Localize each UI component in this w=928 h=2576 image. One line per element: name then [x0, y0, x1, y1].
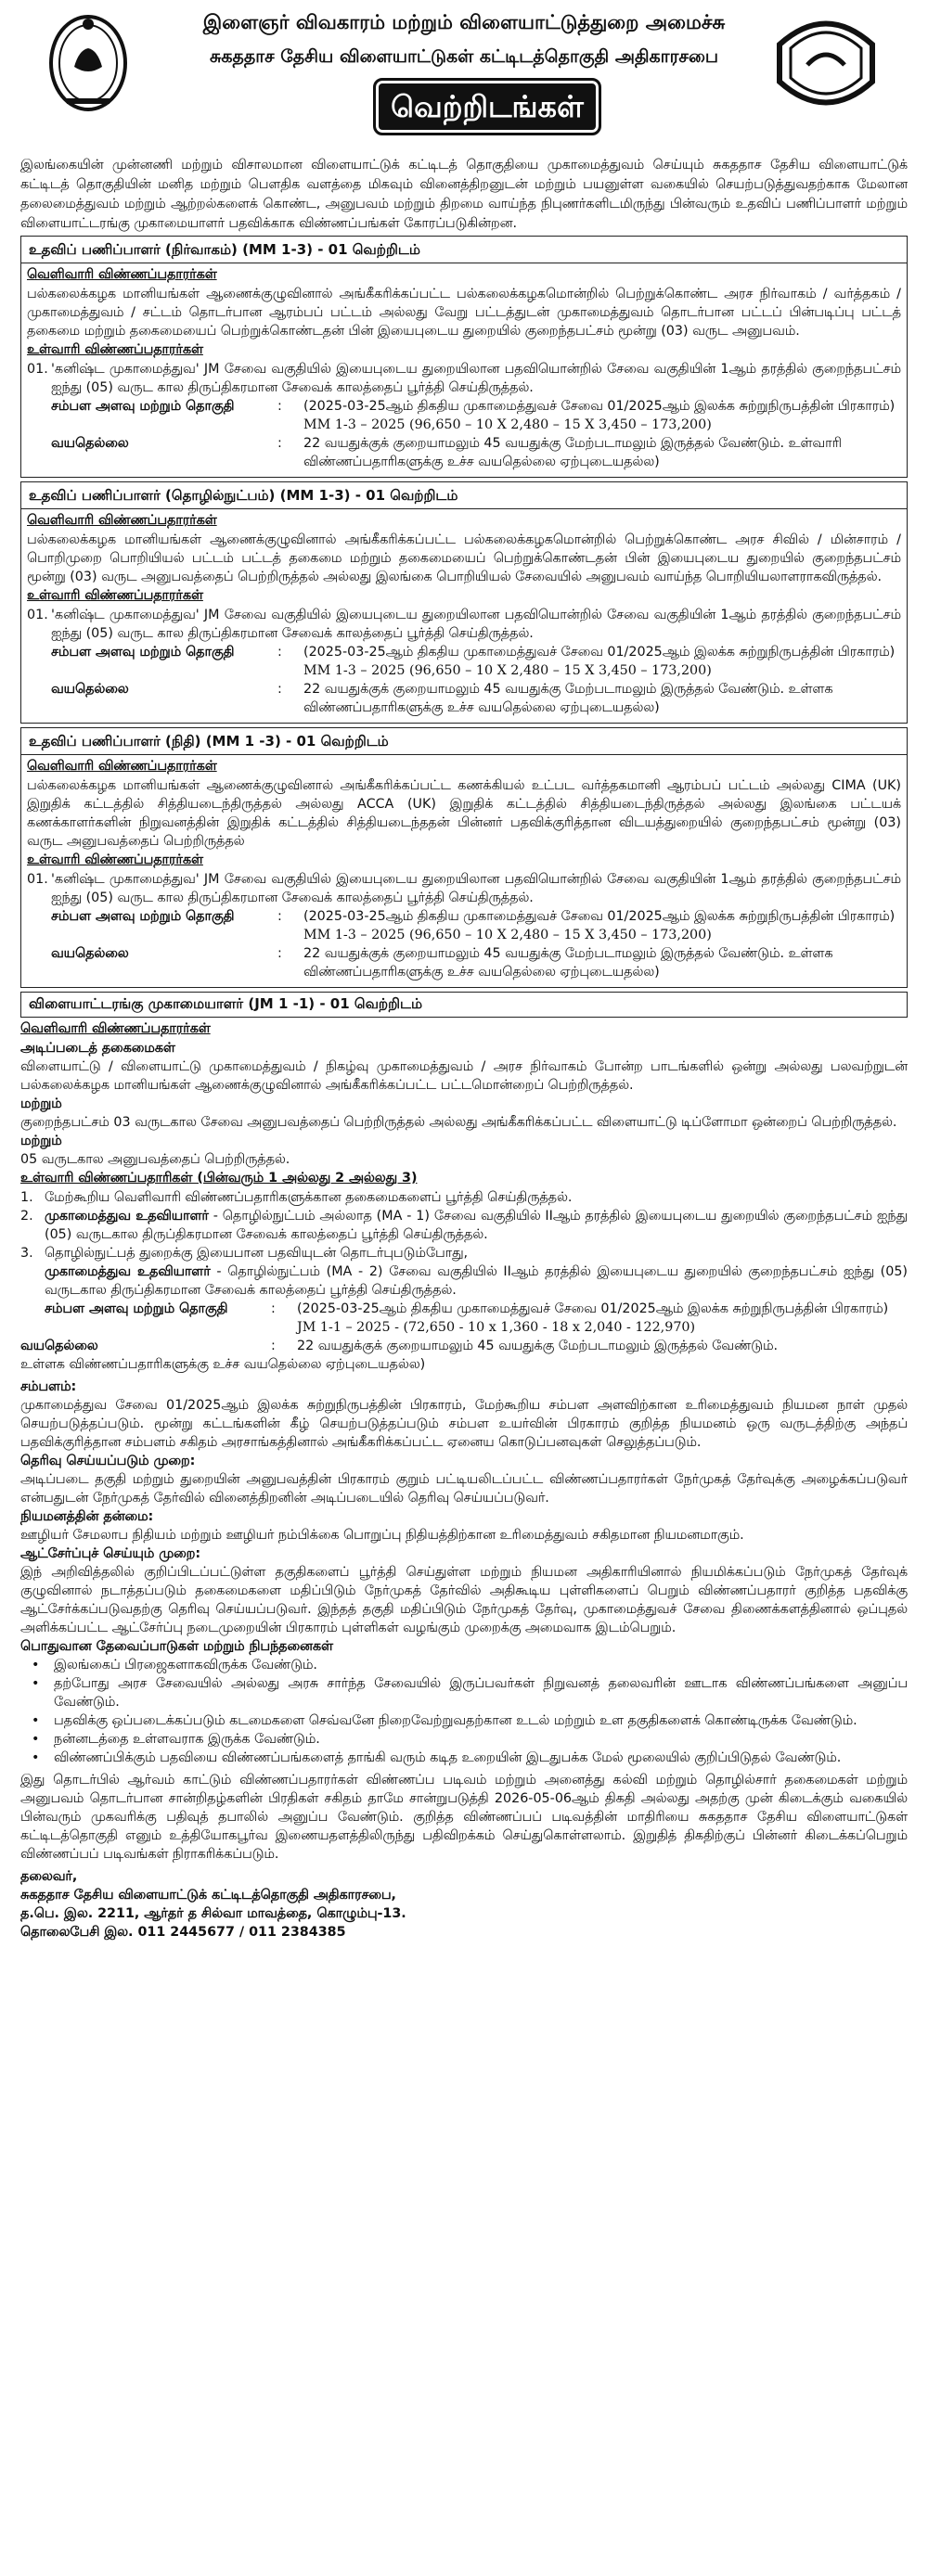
internal-heading: உள்வாரி விண்ணப்பதாரர்கள்	[27, 852, 203, 867]
selection-heading: தெரிவு செய்யப்படும் முறை:	[20, 1454, 196, 1468]
requirement-text: பதவிக்கு ஒப்படைக்கப்படும் கடமைகளை செவ்வனே நிறைவேற்றுவதற்கான உடல் மற்றும் உள தகுதிகளைக் கொண்டிருக்க வேண்டும்.	[54, 1713, 857, 1728]
age-label: வயதெல்லை	[51, 436, 129, 451]
recruitment-text: இந் அறிவித்தலில் குறிப்பிடப்பட்டுள்ள தகுதிகளைப் பூர்த்தி செய்துள்ள மற்றும் நியமன அதிகாரியினால் நியமிக்கப்படும் நேர்முகத் தேர்வுக் குழுவினால் நடாத்தப்படும் தகைமைகளை மதிப்பிடும் நேர்முகத் தேர்வில் அதிகூடிய புள்ளிகளைப் பெறும் விண்ணப்பதாரர் குறித்த பதவிக்கு ஆட்சேர்க்கப்படுவதற்கு தெரிவு செய்யப்படுவர். இந்தத் தகுதி மதிப்பிடும் நேர்முகத் தேர்வு, முகாமைத்துவச் சேவை திணைக்களத்தினால் ஒப்புதல் அளிக்கப்பட்ட ஆட்சேர்ப்பு நடைமுறையின் பிரகாரம் புள்ளிகள் வழங்கும் முறைக்கு அமைவாக இடம்பெறும்.	[20, 1565, 908, 1635]
recruitment-heading: ஆட்சேர்ப்புச் செய்யும் முறை:	[20, 1546, 201, 1561]
appointment-text: ஊழியர் சேமலாப நிதியம் மற்றும் ஊழியர் நம்பிக்கை பொறுப்பு நிதியத்திற்கான உரிமைத்துவம் சகிதமான நியமனமாகும்.	[20, 1528, 744, 1543]
item-text: 'கனிஷ்ட முகாமைத்துவ' JM சேவை வகுதியில் இயைபுடைய துறையிலான பதவியொன்றில் சேவை வகுதியின் 1ஆம் தரத்தில் குறைந்தபட்சம் ஐந்து (05) வருட கால திருப்திகரமான சேவைக் காலத்தைப் பூர்த்தி செய்திருத்தல்.	[51, 872, 901, 905]
section-title: உதவிப் பணிப்பாளர் (நிர்வாகம்) (MM 1-3) - 01 வெற்றிடம்	[21, 238, 907, 263]
age-row: வயதெல்லை : 22 வயதுக்குக் குறையாமலும் 45 வயதுக்கு மேற்படாமலும் இருத்தல் வேண்டும். உள்ளக விண்ணப்பதாரிகளுக்கு உச்ச வயதெல்லை ஏற்புடையதல்ல)	[51, 944, 901, 981]
external-heading: வெளிவாரி விண்ணப்பதாரர்கள்	[20, 1021, 211, 1036]
appointment-heading: நியமனத்தின் தன்மை:	[20, 1509, 154, 1524]
authority-logo-icon	[770, 7, 882, 119]
salary-scale: JM 1-1 – 2025 - (72,650 - 10 x 1,360 - 18 x 2,040 - 122,970)	[297, 1320, 696, 1335]
item-text	[45, 1262, 908, 1300]
sri-lanka-emblem-icon	[46, 9, 130, 113]
authority-name: சுகததாச தேசிய விளையாட்டுகள் கட்டிடத்தொகுதி அதிகாரசபை	[209, 46, 719, 67]
external-heading: வெளிவாரி விண்ணப்பதாரர்கள்	[27, 759, 217, 774]
header	[20, 0, 908, 156]
item-body: - தொழில்நுட்பம் அல்லாத (MA - 1) சேவை வகுதியில் IIஆம் தரத்தில் இயைபுடைய துறையில் குறைந்தபட்சம் ஐந்து (05) வருடகால திருப்திகரமான சேவைக் காலத்தைப் பூர்த்தி செய்திருத்தல்.	[45, 1209, 908, 1242]
item-lead: முகாமைத்துவ உதவியாளர்	[45, 1209, 209, 1224]
section-admin	[20, 236, 908, 478]
and-label: மற்றும்	[20, 1096, 62, 1111]
salary-row: சம்பள அளவு மற்றும் தொகுதி : (2025-03-25ஆம் திகதிய முகாமைத்துவச் சேவை 01/2025ஆம் இலக்க சுற்றுநிருபத்தின் பிரகாரம்)	[51, 397, 901, 416]
bullet-icon: •	[32, 1658, 40, 1672]
age-row: வயதெல்லை : 22 வயதுக்குக் குறையாமலும் 45 வயதுக்கு மேற்படாமலும் இருத்தல் வேண்டும். உள்ளக விண்ணப்பதாரிகளுக்கு உச்ச வயதெல்லை ஏற்புடையதல்ல)	[51, 680, 901, 717]
internal-heading: உள்வாரி விண்ணப்பதாரிகள் (பின்வரும் 1 அல்லது 2 அல்லது 3)	[20, 1171, 418, 1185]
section-title: உதவிப் பணிப்பாளர் (தொழில்நுட்பம்) (MM 1-3) - 01 வெற்றிடம்	[21, 484, 907, 509]
contact-address	[20, 1867, 908, 1942]
age-row: வயதெல்லை : 22 வயதுக்குக் குறையாமலும் 45 வயதுக்கு மேற்படாமலும் இருத்தல் வேண்டும்.	[20, 1337, 908, 1355]
section-title: விளையாட்டரங்கு முகாமையாளர் (JM 1 -1) - 01 வெற்றிடம்	[20, 992, 908, 1018]
item-number: 01.	[27, 608, 48, 622]
bullet-icon: •	[32, 1713, 40, 1728]
salary-scale-row	[51, 926, 901, 944]
salary-label: சம்பள அளவு மற்றும் தொகுதி	[51, 399, 235, 414]
requirement-item	[32, 1749, 908, 1767]
salary-note: (2025-03-25ஆம் திகதிய முகாமைத்துவச் சேவை 01/2025ஆம் இலக்க சுற்றுநிருபத்தின் பிரகாரம்)	[303, 909, 896, 924]
bullet-icon: •	[32, 1676, 40, 1691]
basic-qualifications-heading: அடிப்படைத் தகைமைகள்	[20, 1041, 175, 1056]
requirement-item	[32, 1711, 908, 1730]
bullet-icon: •	[32, 1750, 40, 1765]
salary-row: சம்பள அளவு மற்றும் தொகுதி : (2025-03-25ஆம் திகதிய முகாமைத்துவச் சேவை 01/2025ஆம் இலக்க சுற்றுநிருபத்தின் பிரகாரம்)	[51, 643, 901, 661]
closing-paragraph: இது தொடர்பில் ஆர்வம் காட்டும் விண்ணப்பதாரர்கள் விண்ணப்ப படிவம் மற்றும் அனைத்து கல்வி மற்றும் தொழில்சார் தகைமைகள் மற்றும் அனுபவம் தொடர்பான சான்றிதழ்களின் பிரதிகள் சகிதம் தாமே சான்றுபடுத்தி 2026-05-06ஆம் திகதி அல்லது அதற்கு முன் கிடைக்கும் வகையில் பின்வரும் முகவரிக்கு பதிவுத் தபாலில் அனுப்ப வேண்டும். குறித்த விண்ணப்பப் படிவத்தின் மாதிரியை சுகததாச தேசிய விளையாட்டுகள் கட்டிடத்தொகுதி எனும் உத்தியோகபூர்வ இணையதளத்திலிருந்து பதிவிறக்கம் செய்துகொள்ளலாம். இறுதித் திகதிற்குப் பின்னர் கிடைக்கப்பெறும் விண்ணப்பப் படிவங்கள் நிராகரிக்கப்படும்.	[20, 1773, 908, 1862]
bullet-icon: •	[32, 1732, 40, 1747]
salary-label: சம்பள அளவு மற்றும் தொகுதி	[45, 1301, 228, 1316]
basic-qualifications-text: விளையாட்டு / விளையாட்டு முகாமைத்துவம் / நிகழ்வு முகாமைத்துவம் / அரச நிர்வாகம் போன்ற பாடங்களில் ஒன்று அல்லது பலவற்றுடன் பல்கலைக்கழக மானியங்கள் ஆணைக்குழுவினால் அங்கீகரிக்கப்பட்ட பட்டமொன்றைப் பெற்றிருத்தல்.	[20, 1059, 908, 1093]
external-heading: வெளிவாரி விண்ணப்பதாரர்கள்	[27, 513, 217, 528]
intro-paragraph: இலங்கையின் முன்னணி மற்றும் விசாலமான விளையாட்டுக் கட்டிடத் தொகுதியை முகாமைத்துவம் செய்யும் சுகததாச தேசிய விளையாட்டுக் கட்டிடத் தொகுதியின் மனித மற்றும் பௌதிக வளத்தை மிகவும் வினைத்திறனுடன் மற்றும் பயனுள்ள வகையில் செயற்படுத்துவதற்காக மேலான தலைமைத்துவம் மற்றும் ஆற்றல்களைக் கொண்ட, அனுபவம் மற்றும் திறமை வாய்ந்த நிபுணர்களிடமிருந்து பின்வரும் உதவிப் பணிப்பாளர் மற்றும் விளையாட்டரங்கு முகாமையாளர் பதவிக்காக விண்ணப்பங்கள் கோரப்படுகின்றன.	[20, 158, 908, 231]
item-text: மேற்கூறிய வெளிவாரி விண்ணப்பதாரிகளுக்கான தகைமைகளைப் பூர்த்தி செய்திருத்தல்.	[45, 1190, 573, 1205]
age-label: வயதெல்லை	[51, 682, 129, 697]
requirement-item	[32, 1730, 908, 1749]
salary-scale-row	[45, 1318, 908, 1337]
age-text: 22 வயதுக்குக் குறையாமலும் 45 வயதுக்கு மேற்படாமலும் இருத்தல் வேண்டும். உள்ளக விண்ணப்பதாரிகளுக்கு உச்ச வயதெல்லை ஏற்புடையதல்ல)	[303, 946, 833, 980]
salary-label: சம்பள அளவு மற்றும் தொகுதி	[51, 645, 235, 660]
requirement-item	[32, 1656, 908, 1674]
external-text: பல்கலைக்கழக மானியங்கள் ஆணைக்குழுவினால் அங்கீகரிக்கப்பட்ட கணக்கியல் உட்பட வர்த்தகமானி ஆரம்பப் பட்டம் அல்லது CIMA (UK) இறுதிக் கட்டத்தில் சித்தியடைந்திருத்தல் அல்லது ACCA (UK) இறுதிக் கட்டத்தில் சித்தியடைந்திருத்தல் அல்லது இலங்கை பட்டயக் கணக்காளர்களின் நிறுவனத்தின் இறுதிக் கட்டத்தில் சித்தியடைந்ததன் பின்னர் பதவிக்குரித்தான விடயத்துறையில் குறைந்தபட்சம் மூன்று (03) வருட அனுபவத்தைப் பெற்றிருத்தல்	[27, 778, 901, 849]
salary-note: (2025-03-25ஆம் திகதிய முகாமைத்துவச் சேவை 01/2025ஆம் இலக்க சுற்றுநிருபத்தின் பிரகாரம்)	[303, 645, 896, 660]
address-line: த.பெ. இல. 2211, ஆர்தர் த சில்வா மாவத்தை, கொழும்பு-13.	[20, 1906, 406, 1921]
requirement-item	[32, 1674, 908, 1711]
requirement-text: விண்ணப்பிக்கும் பதவியை விண்ணப்பங்களைத் தாங்கி வரும் கடித உறையின் இடதுபக்க மேல் மூலையில் குறிப்பிடுதல் வேண்டும்.	[54, 1750, 842, 1765]
age-text: 22 வயதுக்குக் குறையாமலும் 45 வயதுக்கு மேற்படாமலும் இருத்தல் வேண்டும். உள்ளக விண்ணப்பதாரிகளுக்கு உச்ச வயதெல்லை ஏற்புடையதல்ல)	[303, 682, 833, 715]
item-number: 2.	[20, 1209, 33, 1224]
salary-heading: சம்பளம்:	[20, 1379, 77, 1394]
age-text: 22 வயதுக்குக் குறையாமலும் 45 வயதுக்கு மேற்படாமலும் இருத்தல் வேண்டும். உள்வாரி விண்ணப்பதாரிகளுக்கு உச்ச வயதெல்லை ஏற்புடையதல்ல)	[303, 436, 842, 469]
salary-row: சம்பள அளவு மற்றும் தொகுதி : (2025-03-25ஆம் திகதிய முகாமைத்துவச் சேவை 01/2025ஆம் இலக்க சுற்றுநிருபத்தின் பிரகாரம்)	[45, 1300, 908, 1318]
external-text: பல்கலைக்கழக மானியங்கள் ஆணைக்குழுவினால் அங்கீகரிக்கப்பட்ட பல்கலைக்கழகமொன்றில் பெற்றுக்கொண்ட அரச சிவில் / மின்சாரம் / பொறிமுறை பொறியியல் பட்டம் பட்டத் தகைமை மற்றும் தகைமையைப் பெற்றுக்கொண்டதன் பின் இயைபுடைய துறையில் குறைந்தபட்சம் மூன்று (03) வருட அனுபவத்தைப் பெற்றிருத்தல் அல்லது இலங்கை பொறியியல் சேவையில் அனுபவம் வாய்ந்த பொறியியலாளராகவிருத்தல்.	[27, 532, 901, 584]
item-text: 'கனிஷ்ட முகாமைத்துவ' JM சேவை வகுதியில் இயைபுடைய துறையிலான பதவியொன்றில் சேவை வகுதியின் 1ஆம் தரத்தில் குறைந்தபட்சம் ஐந்து (05) வருட கால திருப்திகரமான சேவைக் காலத்தைப் பூர்த்தி செய்திருத்தல்.	[51, 608, 901, 641]
general-requirements-heading: பொதுவான தேவைப்பாடுகள் மற்றும் நிபந்தனைகள்	[20, 1639, 333, 1654]
internal-item-sub	[20, 1262, 908, 1300]
age-text-2: உள்ளக விண்ணப்பதாரிகளுக்கு உச்ச வயதெல்லை ஏற்புடையதல்ல)	[20, 1357, 426, 1372]
section-title: உதவிப் பணிப்பாளர் (நிதி) (MM 1 -3) - 01 வெற்றிடம்	[21, 730, 907, 755]
and-label: மற்றும்	[20, 1134, 62, 1148]
salary-label: சம்பள அளவு மற்றும் தொகுதி	[51, 909, 235, 924]
and-text: 05 வருடகால அனுபவத்தைப் பெற்றிருத்தல்.	[20, 1152, 290, 1167]
address-line: தலைவர்,	[20, 1869, 78, 1884]
age-label: வயதெல்லை	[51, 946, 129, 961]
item-number: 01.	[27, 362, 48, 377]
internal-item	[27, 606, 901, 643]
item-text	[45, 1207, 908, 1244]
age-text: 22 வயதுக்குக் குறையாமலும் 45 வயதுக்கு மேற்படாமலும் இருத்தல் வேண்டும்.	[297, 1339, 778, 1353]
internal-item	[27, 870, 901, 907]
item-lead: முகாமைத்துவ உதவியாளர்	[45, 1264, 211, 1279]
ministry-name: இளைஞர் விவகாரம் மற்றும் விளையாட்டுத்துறை அமைச்சு	[202, 11, 726, 33]
section-finance	[20, 727, 908, 988]
age-row: வயதெல்லை : 22 வயதுக்குக் குறையாமலும் 45 வயதுக்கு மேற்படாமலும் இருத்தல் வேண்டும். உள்வாரி விண்ணப்பதாரிகளுக்கு உச்ச வயதெல்லை ஏற்புடையதல்ல)	[51, 434, 901, 471]
salary-note: (2025-03-25ஆம் திகதிய முகாமைத்துவச் சேவை 01/2025ஆம் இலக்க சுற்றுநிருபத்தின் பிரகாரம்)	[297, 1301, 889, 1316]
salary-note: (2025-03-25ஆம் திகதிய முகாமைத்துவச் சேவை 01/2025ஆம் இலக்க சுற்றுநிருபத்தின் பிரகாரம்)	[303, 399, 896, 414]
item-number: 3.	[20, 1246, 33, 1261]
and-text: குறைந்தபட்சம் 03 வருடகால சேவை அனுபவத்தைப் பெற்றிருத்தல் அல்லது அங்கீகரிக்கப்பட்ட விளையாட்டு டிப்ளோமா ஒன்றைப் பெற்றிருத்தல்.	[20, 1115, 897, 1130]
item-number: 01.	[27, 872, 48, 887]
internal-item	[20, 1244, 908, 1262]
internal-item	[20, 1188, 908, 1207]
section-technical	[20, 481, 908, 724]
section-stadium-manager	[20, 992, 908, 1374]
salary-row: சம்பள அளவு மற்றும் தொகுதி : (2025-03-25ஆம் திகதிய முகாமைத்துவச் சேவை 01/2025ஆம் இலக்க சுற்றுநிருபத்தின் பிரகாரம்)	[51, 907, 901, 926]
requirement-text: நன்னடத்தை உள்ளவராக இருக்க வேண்டும்.	[54, 1732, 320, 1747]
vacancies-banner: வெற்றிடங்கள்	[373, 78, 601, 135]
selection-text: அடிப்படை தகுதி மற்றும் துறையின் அனுபவத்தின் பிரகாரம் குறும் பட்டியலிடப்பட்ட விண்ணப்பதாரர்கள் நேர்முகத் தேர்வுக்கு அழைக்கப்படுவர் என்பதுடன் நேர்முகத் தேர்வில் வினைத்திறனின் அடிப்படையில் தெரிவு செய்யப்படுவர்.	[20, 1472, 908, 1506]
salary-scale: MM 1-3 – 2025 (96,650 – 10 X 2,480 – 15 X 3,450 – 173,200)	[303, 663, 712, 678]
item-number: 1.	[20, 1190, 33, 1205]
salary-text: முகாமைத்துவ சேவை 01/2025ஆம் இலக்க சுற்றுநிருபத்தின் பிரகாரம், மேற்கூறிய சம்பள அளவிற்கான உரிமைத்துவம் நியமன நாள் முதல் செயற்படுத்தப்படும். மூன்று கட்டங்களின் கீழ் செயற்படுத்தப்படும் சம்பள உயர்வின் பிரகாரம் குறித்த நியமனம் ஒரு வருடத்திற்கு அந்தப் பதவிக்குரித்தான சம்பளம் சகிதம் அரசாங்கத்தினால் அங்கீகரிக்கப்பட்ட ஏனைய கொடுப்பனவுகள் செலுத்தப்படும்.	[20, 1398, 908, 1450]
salary-scale: MM 1-3 – 2025 (96,650 – 10 X 2,480 – 15 X 3,450 – 173,200)	[303, 417, 712, 432]
item-text: தொழில்நுட்பத் துறைக்கு இயைபான பதவியுடன் தொடர்புபடும்போது,	[45, 1246, 469, 1261]
salary-scale: MM 1-3 – 2025 (96,650 – 10 X 2,480 – 15 X 3,450 – 173,200)	[303, 928, 712, 942]
internal-heading: உள்வாரி விண்ணப்பதாரர்கள்	[27, 588, 203, 603]
internal-heading: உள்வாரி விண்ணப்பதாரர்கள்	[27, 342, 203, 357]
external-heading: வெளிவாரி விண்ணப்பதாரர்கள்	[27, 267, 217, 282]
age-label: வயதெல்லை	[20, 1339, 98, 1353]
internal-item	[27, 360, 901, 397]
item-body: - தொழில்நுட்பம் (MA - 2) சேவை வகுதியில் IIஆம் தரத்தில் இயைபுடைய துறையில் குறைந்தபட்சம் ஐந்து (05) வருடகால திருப்திகரமான சேவைக் காலத்தைப் பூர்த்தி செய்திருத்தல்.	[45, 1264, 908, 1298]
phone-line: தொலைபேசி இல. 011 2445677 / 011 2384385	[20, 1925, 346, 1940]
internal-item	[20, 1207, 908, 1244]
external-text: பல்கலைக்கழக மானியங்கள் ஆணைக்குழுவினால் அங்கீகரிக்கப்பட்ட பல்கலைக்கழகமொன்றில் பெற்றுக்கொண்ட அரச நிர்வாகம் / வர்த்தகம் / முகாமைத்துவம் / சட்டம் தொடர்பான ஆரம்பப் பட்டம் அல்லது வேறு பட்டத்துடன் முகாமைத்துவம் தொடர்பான பட்டப் பின்படிப்பு பட்டத் தகைமை மற்றும் தகைமையைப் பெற்றுக்கொண்டதன் பின் இயைபுடைய துறையில் குறைந்தபட்சம் மூன்று (03) வருட அனுபவம்.	[27, 287, 901, 339]
requirement-text: இலங்கைப் பிரஜைகளாகவிருக்க வேண்டும்.	[54, 1658, 317, 1672]
salary-scale-row	[51, 661, 901, 680]
requirement-text: தற்போது அரச சேவையில் அல்லது அரசு சார்ந்த சேவையில் இருப்பவர்கள் நிறுவனத் தலைவரின் ஊடாக விண்ணப்பங்களை அனுப்ப வேண்டும்.	[54, 1676, 908, 1710]
address-line: சுகததாச தேசிய விளையாட்டுக் கட்டிடத்தொகுதி அதிகாரசபை,	[20, 1888, 396, 1903]
salary-scale-row	[51, 416, 901, 434]
item-text: 'கனிஷ்ட முகாமைத்துவ' JM சேவை வகுதியில் இயைபுடைய துறையிலான பதவியொன்றில் சேவை வகுதியின் 1ஆம் தரத்தில் குறைந்தபட்சம் ஐந்து (05) வருட கால திருப்திகரமான சேவைக் காலத்தைப் பூர்த்தி செய்திருத்தல்.	[51, 362, 901, 395]
